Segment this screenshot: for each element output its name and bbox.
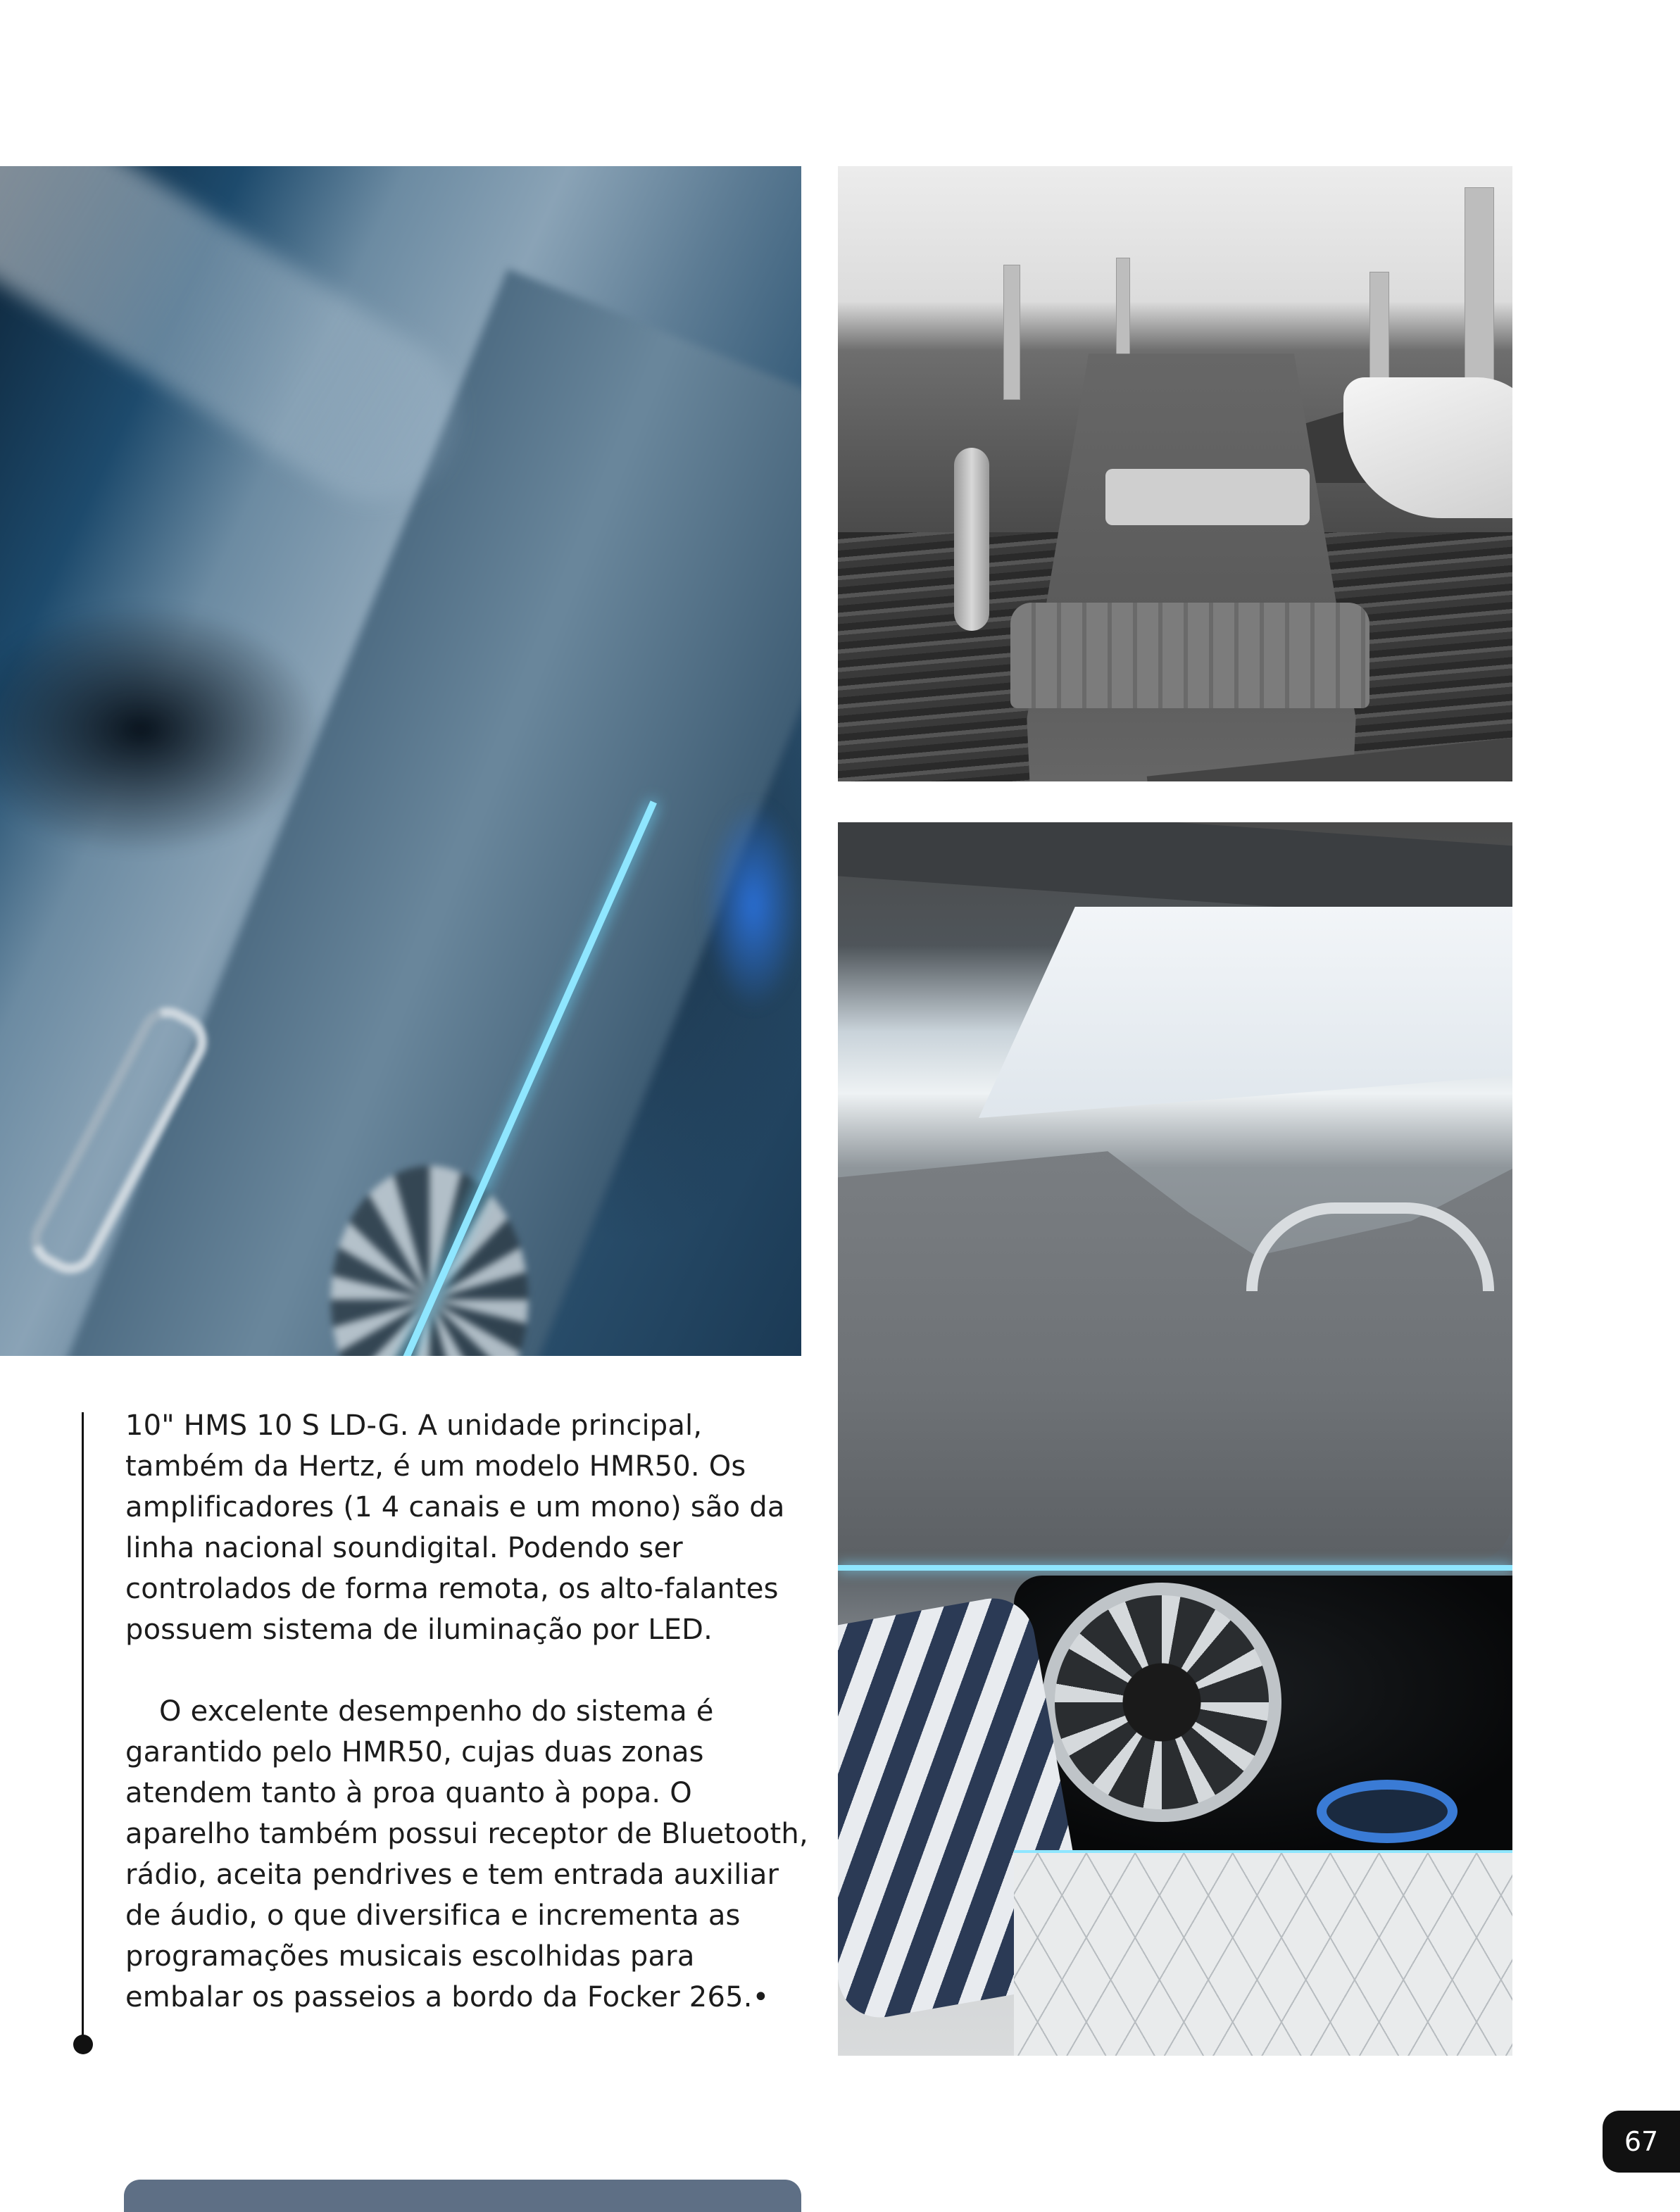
- article-paragraph-2: O excelente desempenho do sistema é garantido pelo HMR50, cujas duas zonas atendem tanto à proa quanto à popa. O aparelho também possui receptor de Bluetooth, rádio, aceita pendrives e tem entrada auxiliar de áudio, o que diversifica e incrementa as programações musicais escolhidas para embalar os passeios a bordo da Focker 265.•: [125, 1695, 808, 2013]
- text-margin-bullet: [73, 2035, 93, 2054]
- text-margin-rule: [82, 1412, 84, 2043]
- page-number-badge: [1603, 2111, 1680, 2173]
- photo-boat-marina: [838, 166, 1512, 781]
- speaker-grille: [1042, 1583, 1281, 1822]
- footer-bar: [124, 2180, 801, 2212]
- photo-side-panel-closeup: [0, 166, 801, 1356]
- photo-speaker-panel: [838, 822, 1512, 2056]
- article-body: [125, 1405, 808, 2018]
- article-paragraph-1: 10" HMS 10 S LD-G. A unidade principal, também da Hertz, é um modelo HMR50. Os amplificadores (1 4 canais e um mono) são da linha nacional soundigital. Podendo ser controlados de forma remota, os alto-falantes possuem sistema de iluminação por LED.: [125, 1409, 785, 1646]
- page-number: 67: [1624, 2126, 1659, 2157]
